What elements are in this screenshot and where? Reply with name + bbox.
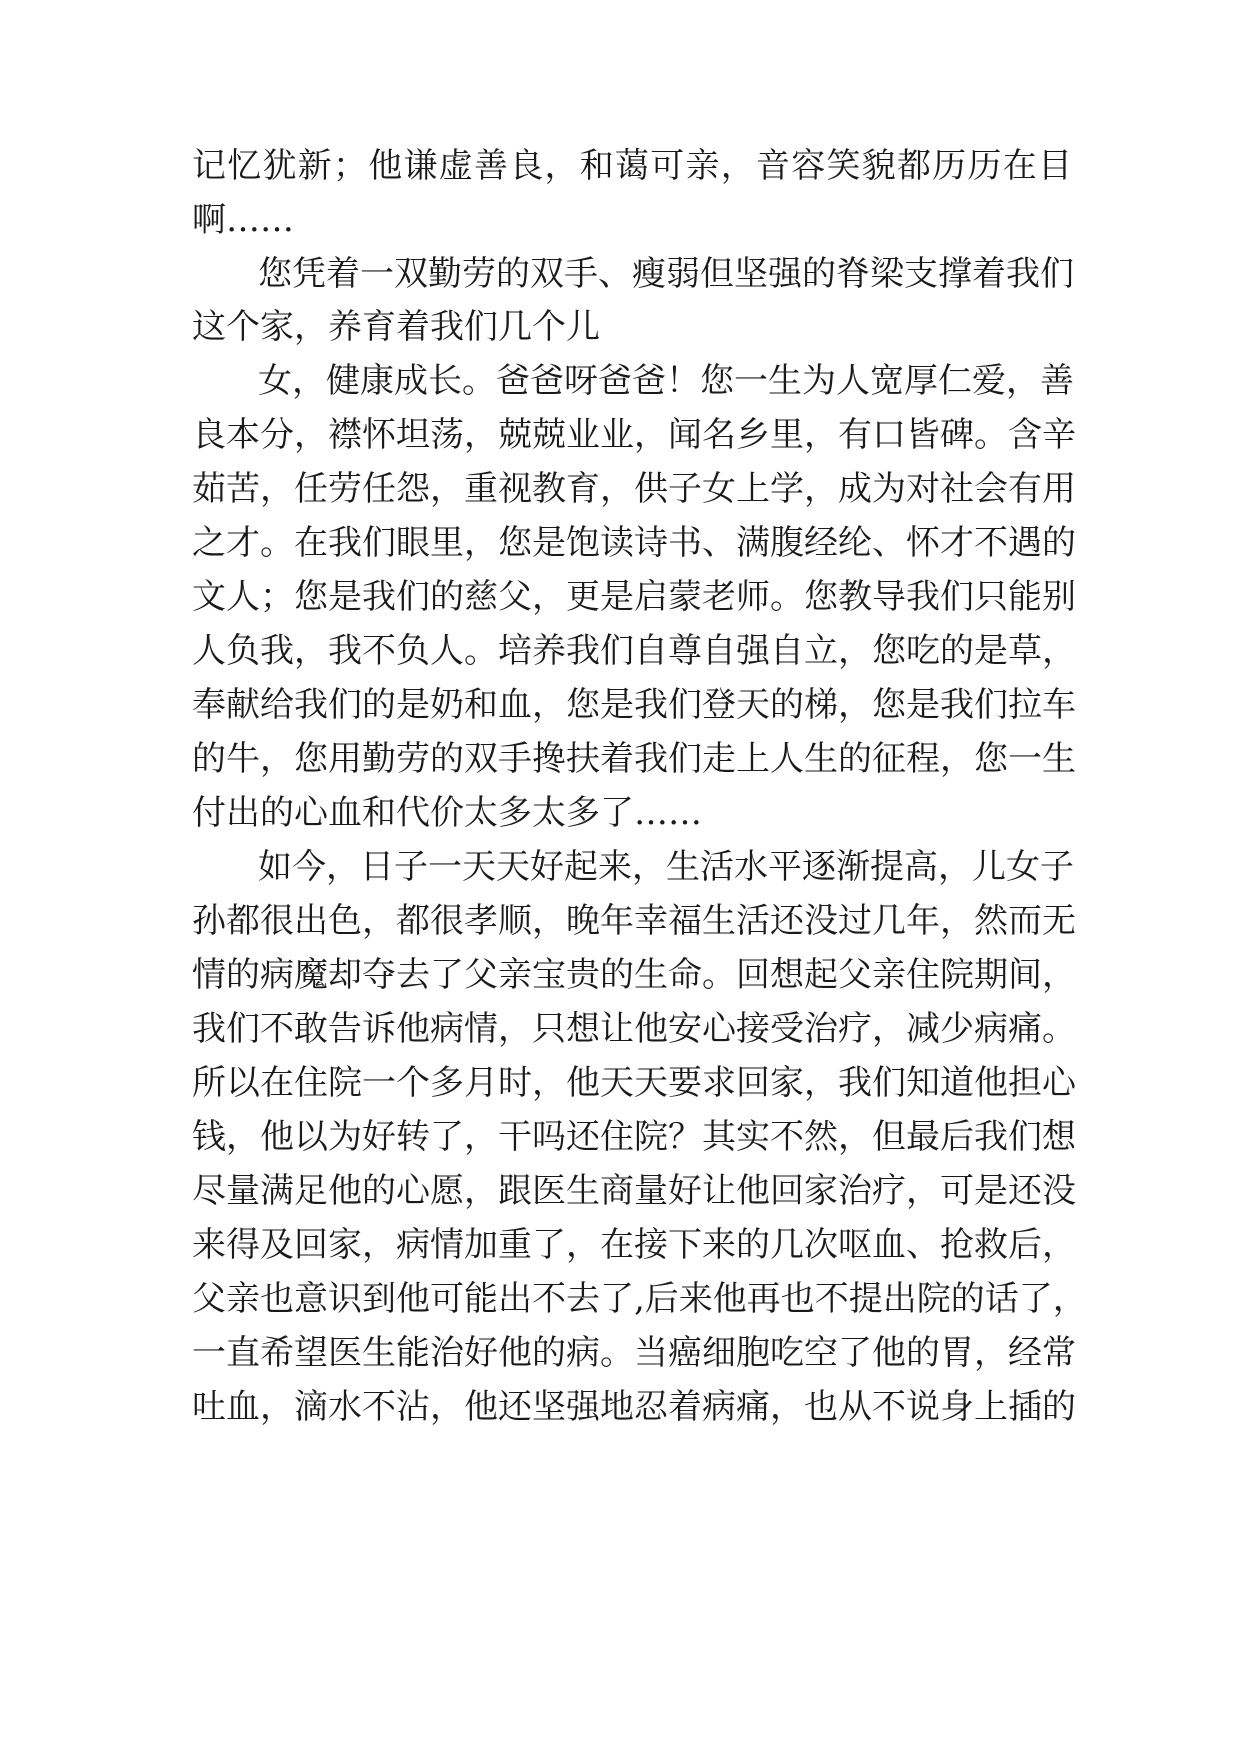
text-line: 人负我，我不负人。培养我们自尊自强自立，您吃的是草，	[192, 631, 1076, 671]
text-line: 我们不敢告诉他病情，只想让他安心接受治疗，减少病痛。	[192, 1009, 1076, 1049]
text-line: 这个家，养育着我们几个儿	[192, 307, 600, 347]
text-line: 之才。在我们眼里，您是饱读诗书、满腹经纶、怀才不遇的	[192, 523, 1076, 563]
text-line: 钱，他以为好转了，干吗还住院？其实不然，但最后我们想	[192, 1117, 1076, 1157]
text-line: 付出的心血和代价太多太多了……	[192, 793, 702, 833]
text-line: 奉献给我们的是奶和血，您是我们登天的梯，您是我们拉车	[192, 685, 1076, 725]
text-line: 女，健康成长。爸爸呀爸爸！您一生为人宽厚仁爱，善	[258, 361, 1074, 401]
text-line: 的牛，您用勤劳的双手搀扶着我们走上人生的征程，您一生	[192, 739, 1076, 779]
text-line: 文人；您是我们的慈父，更是启蒙老师。您教导我们只能别	[192, 577, 1076, 617]
text-line: 良本分，襟怀坦荡，兢兢业业，闻名乡里，有口皆碑。含辛	[192, 415, 1076, 455]
text-line: 所以在住院一个多月时，他天天要求回家，我们知道他担心	[192, 1063, 1076, 1103]
text-line: 尽量满足他的心愿，跟医生商量好让他回家治疗，可是还没	[192, 1171, 1076, 1211]
text-line: 啊……	[192, 200, 294, 240]
text-line: 父亲也意识到他可能出不去了,后来他再也不提出院的话了，	[192, 1279, 1087, 1319]
text-line: 记忆犹新；他谦虚善良，和蔼可亲，音容笑貌都历历在目	[192, 146, 1072, 186]
text-line: 吐血，滴水不沾，他还坚强地忍着病痛，也从不说身上插的	[192, 1387, 1076, 1427]
text-line: 孙都很出色，都很孝顺，晚年幸福生活还没过几年，然而无	[192, 901, 1076, 941]
text-line: 一直希望医生能治好他的病。当癌细胞吃空了他的胃，经常	[192, 1333, 1076, 1373]
text-line: 如今，日子一天天好起来，生活水平逐渐提高，儿女子	[258, 847, 1074, 887]
text-line: 情的病魔却夺去了父亲宝贵的生命。回想起父亲住院期间，	[192, 955, 1076, 995]
text-line: 来得及回家，病情加重了，在接下来的几次呕血、抢救后，	[192, 1225, 1076, 1265]
text-line: 茹苦，任劳任怨，重视教育，供子女上学，成为对社会有用	[192, 469, 1076, 509]
text-line: 您凭着一双勤劳的双手、瘦弱但坚强的脊梁支撑着我们	[258, 254, 1074, 294]
